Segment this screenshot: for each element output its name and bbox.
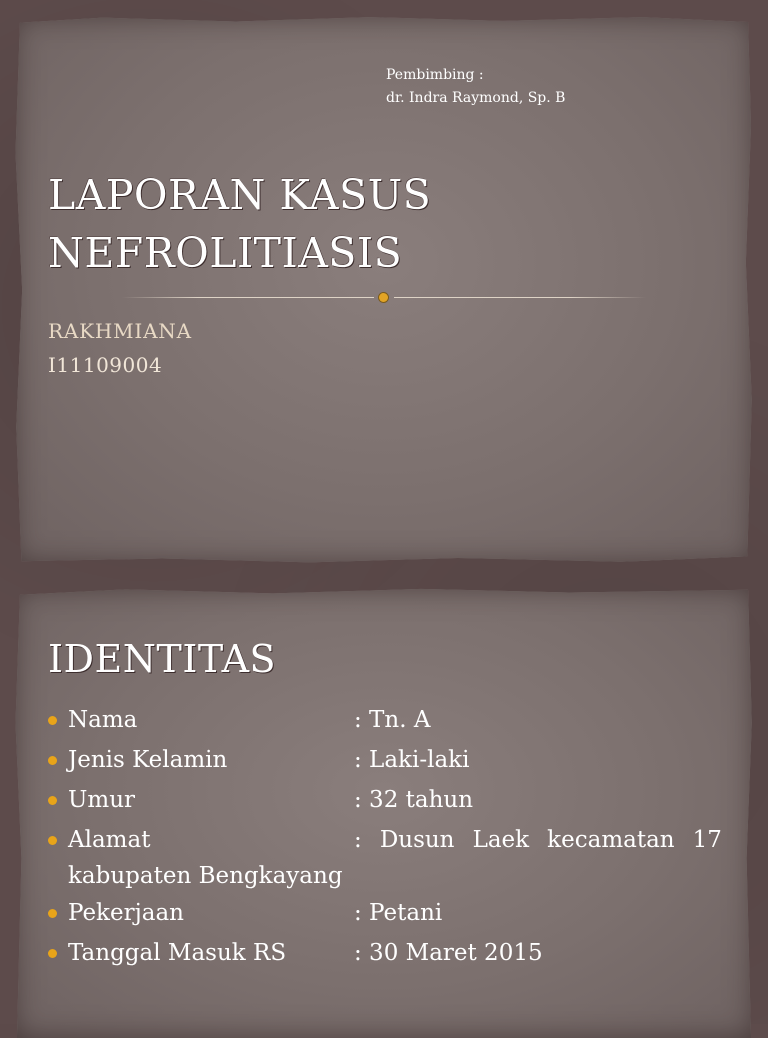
divider-line-left	[122, 297, 374, 298]
identity-label: Alamat	[68, 827, 151, 853]
divider-dot	[379, 293, 388, 302]
address-word: 17	[692, 827, 722, 853]
identity-item-umur	[46, 784, 722, 817]
address-word: Laek	[472, 827, 530, 853]
identity-item-jenis-kelamin	[46, 744, 722, 777]
supervisor-name: dr. Indra Raymond, Sp. B	[386, 90, 566, 106]
identity-value: : 30 Maret 2015	[354, 940, 543, 966]
bullet-icon	[46, 937, 68, 970]
identity-item-tanggal-masuk	[46, 937, 722, 970]
title-divider	[122, 297, 646, 299]
identity-label: Tanggal Masuk RS	[68, 940, 287, 966]
address-word: :	[354, 827, 362, 853]
address-continuation: kabupaten Bengkayang	[68, 863, 343, 889]
identity-label: Jenis Kelamin	[68, 747, 228, 773]
identity-item-alamat	[46, 824, 722, 857]
title-line-1: LAPORAN KASUS	[48, 171, 432, 219]
author-name: RAKHMIANA	[48, 319, 192, 343]
identity-label: Nama	[68, 707, 138, 733]
address-word: Dusun	[379, 827, 455, 853]
address-word: kecamatan	[547, 827, 675, 853]
identity-value: : Laki-laki	[354, 747, 470, 773]
section-heading: IDENTITAS	[48, 637, 277, 681]
identity-label: Umur	[68, 787, 136, 813]
supervisor-block	[386, 64, 565, 110]
bullet-icon	[46, 784, 68, 817]
student-id: I11109004	[48, 353, 163, 377]
bullet-icon	[46, 704, 68, 737]
identity-list	[46, 704, 722, 977]
identity-label: Pekerjaan	[68, 900, 184, 926]
slide-title	[48, 166, 668, 282]
identity-value: : 32 tahun	[354, 787, 474, 813]
title-line-2: NEFROLITIASIS	[48, 229, 403, 277]
bullet-icon	[46, 824, 68, 857]
identity-value: : Tn. A	[354, 707, 431, 733]
identity-item-nama	[46, 704, 722, 737]
identity-value: : Petani	[354, 900, 443, 926]
supervisor-label: Pembimbing :	[386, 67, 484, 83]
bullet-icon	[46, 897, 68, 930]
bullet-icon	[46, 744, 68, 777]
identity-item-pekerjaan	[46, 897, 722, 930]
identity-value-justified	[354, 824, 722, 857]
title-slide	[14, 16, 754, 564]
divider-line-right	[394, 297, 646, 298]
